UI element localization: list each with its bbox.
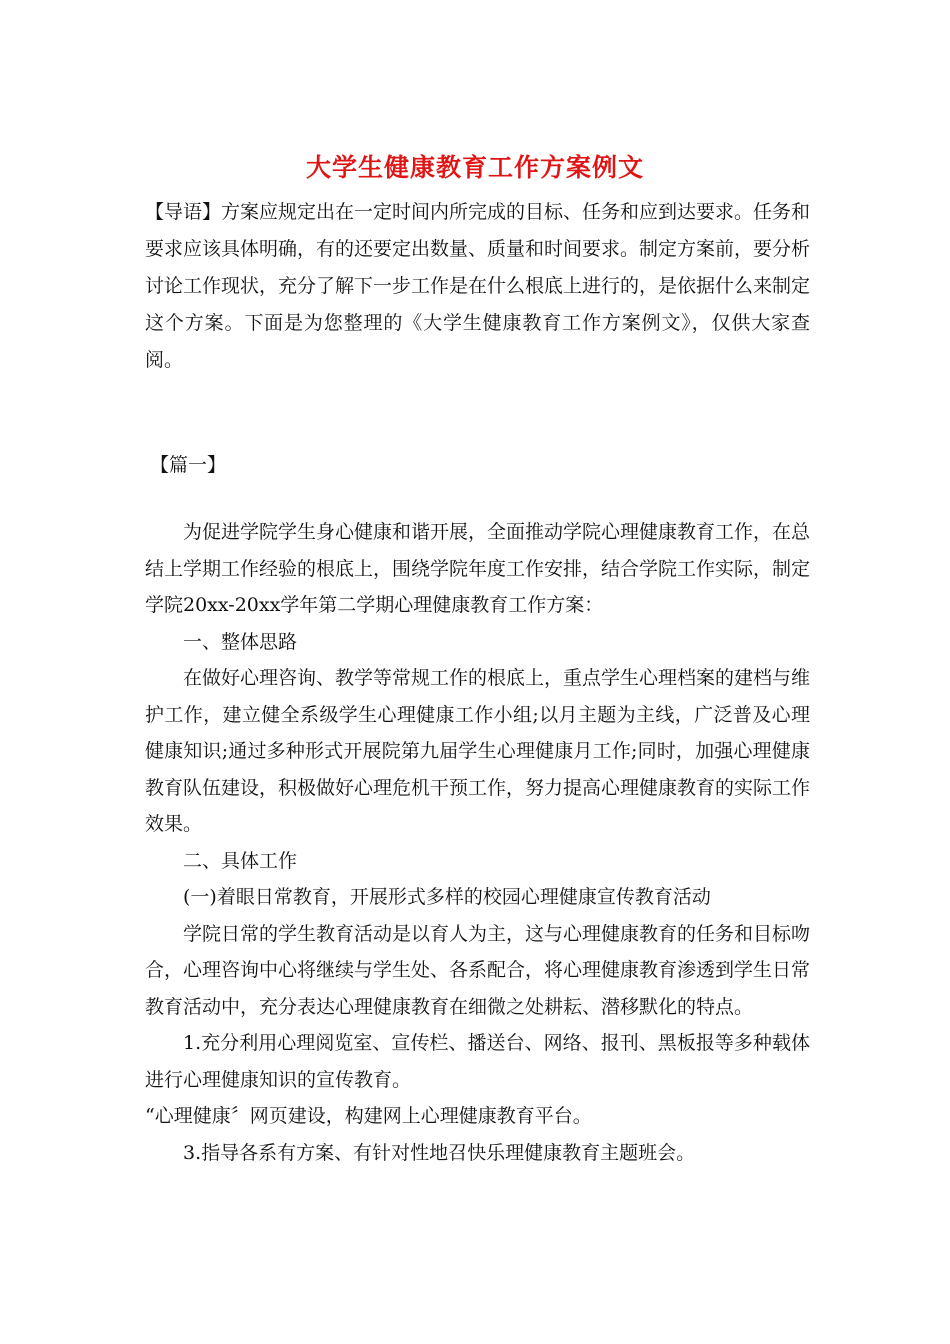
body-paragraph: 在做好心理咨询、教学等常规工作的根底上，重点学生心理档案的建档与维护工作，建立健全系级学生心理健康工作小组;以月主题为主线，广泛普及心理健康知识;通过多种形式开展院第九届学生心理健康月工作;同时，加强心理健康教育队伍建设，积极做好心理危机干预工作，努力提高心理健康教育的实际工作效果。 bbox=[145, 667, 811, 835]
body-paragraph: 为促进学院学生身心健康和谐开展，全面推动学院心理健康教育工作，在总结上学期工作经验的根底上，围绕学院年度工作安排，结合学院工作实际，制定学院20xx-20xx学年第二学期心理健康教育工作方案： bbox=[145, 521, 811, 616]
body-paragraph: 学院日常的学生教育活动是以育人为主，这与心理健康教育的任务和目标吻合，心理咨询中心将继续与学生处、各系配合，将心理健康教育渗透到学生日常教育活动中，充分表达心理健康教育在细微之处耕耘、潜移默化的特点。 bbox=[145, 922, 811, 1018]
document-body bbox=[145, 514, 810, 1171]
list-item: “心理健康〞网页建设，构建网上心理健康教育平台。 bbox=[145, 1105, 592, 1127]
section-heading: 二、具体工作 bbox=[183, 849, 298, 872]
section-label: 【篇一】 bbox=[150, 454, 227, 476]
section-heading: 一、整体思路 bbox=[183, 630, 298, 653]
document-title: 大学生健康教育工作方案例文 bbox=[305, 153, 644, 182]
subsection-heading: (一)着眼日常教育，开展形式多样的校园心理健康宣传教育活动 bbox=[183, 886, 711, 908]
list-item: 3.指导各系有方案、有针对性地召快乐理健康教育主题班会。 bbox=[183, 1141, 696, 1164]
list-item: 1.充分利用心理阅览室、宣传栏、播送台、网络、报刊、黑板报等多种载体进行心理健康知识的宣传教育。 bbox=[145, 1032, 810, 1091]
intro-paragraph: 【导语】方案应规定出在一定时间内所完成的目标、任务和应到达要求。任务和要求应该具体明确，有的还要定出数量、质量和时间要求。制定方案前，要分析讨论工作现状，充分了解下一步工作是在什么根底上进行的，是依据什么来制定这个方案。下面是为您整理的《大学生健康教育工作方案例文》，仅供大家查阅。 bbox=[145, 201, 811, 371]
